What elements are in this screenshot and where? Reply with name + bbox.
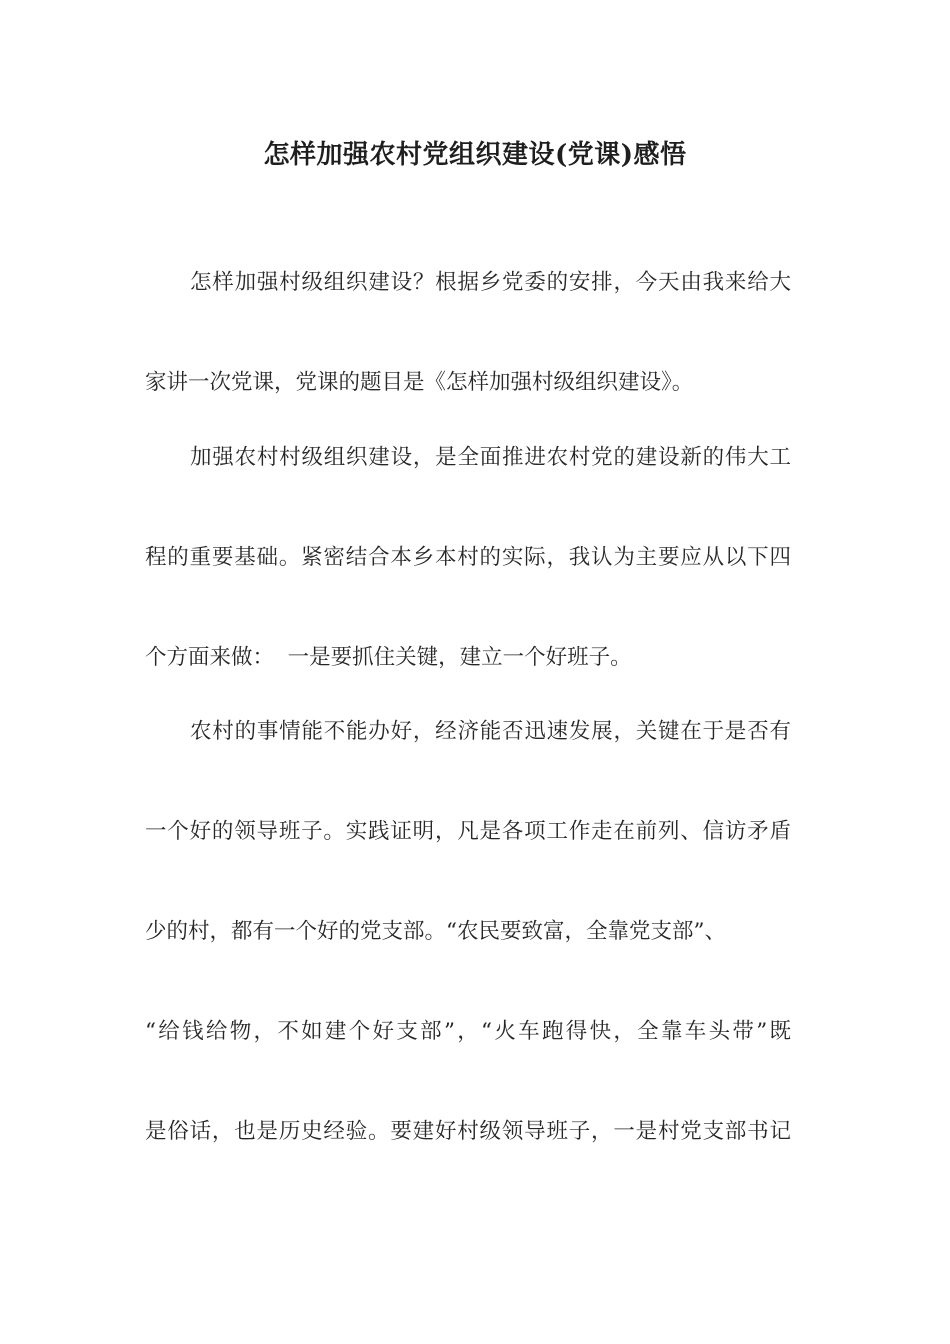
paragraph-3-line-4: “给钱给物，不如建个好支部”，“火车跑得快，全靠车头带”既 — [145, 1019, 791, 1044]
paragraph-2-line-2: 程的重要基础。紧密结合本乡本村的实际，我认为主要应从以下四 — [145, 545, 791, 570]
paragraph-2-line-1: 加强农村村级组织建设，是全面推进农村党的建设新的伟大工 — [190, 445, 791, 470]
paragraph-3-line-1: 农村的事情能不能办好，经济能否迅速发展，关键在于是否有 — [190, 719, 791, 744]
paragraph-1-line-2: 家讲一次党课，党课的题目是《怎样加强村级组织建设》。 — [145, 370, 694, 395]
paragraph-1-line-1: 怎样加强村级组织建设？根据乡党委的安排，今天由我来给大 — [190, 270, 791, 295]
document-title: 怎样加强农村党组织建设(党课)感悟 — [263, 140, 687, 170]
paragraph-2-line-3: 个方面来做： 一是要抓住关键，建立一个好班子。 — [145, 645, 632, 670]
paragraph-3-line-5: 是俗话，也是历史经验。要建好村级领导班子，一是村党支部书记 — [145, 1119, 791, 1144]
paragraph-3-line-2: 一个好的领导班子。实践证明，凡是各项工作走在前列、信访矛盾 — [145, 819, 791, 844]
paragraph-3-line-3: 少的村，都有一个好的党支部。“农民要致富，全靠党支部”、 — [145, 919, 726, 944]
